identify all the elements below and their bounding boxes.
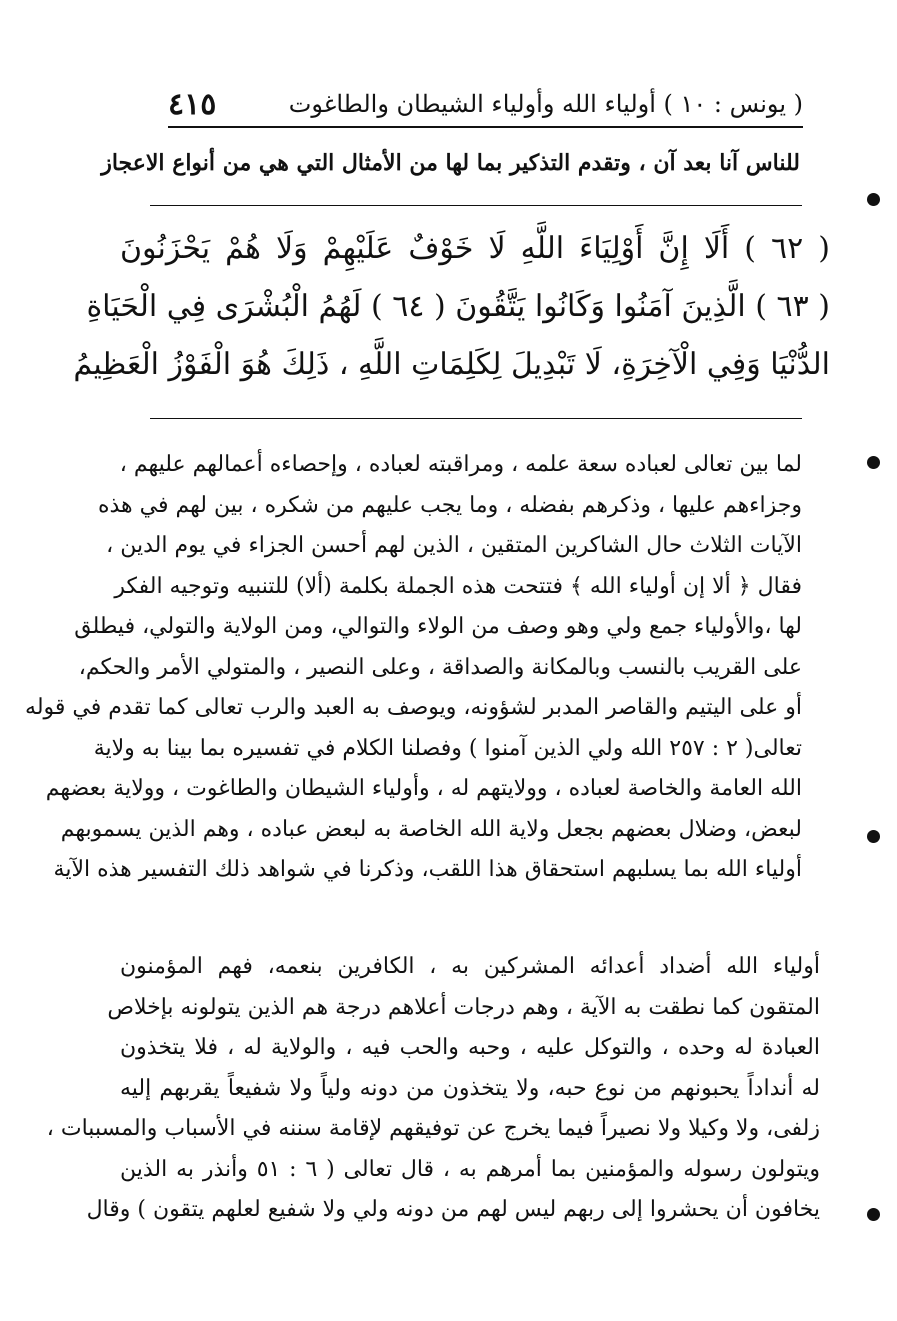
verse-bottom-rule [150,418,802,419]
text-line: أو على اليتيم والقاصر المدبر لشؤونه، ويوصف به العبد والرب تعالى كما تقدم في قوله [25,695,802,720]
text-line: وجزاءهم عليها ، وذكرهم بفضله ، وما يجب عليهم من شكره ، بين لهم في هذه [97,492,802,518]
commentary-paragraph-1 [25,445,802,891]
text-line: يخافون أن يحشروا إلى ربهم ليس لهم من دونه ولي ولا شفيع لعلهم يتقون ) وقال [86,1197,820,1222]
page-header [168,82,803,126]
text-line: زلفى، ولا وكيلا ولا نصيراً فيما يخرج عن توفيقهم لإقامة سننه في الأسباب والمسببات ، [46,1116,820,1141]
quran-verse-block [73,220,830,394]
text-line: تعالى( ٢ : ٢٥٧ الله ولي الذين آمنوا ) وفصلنا الكلام في تفسيره بما بينا به ولاية [93,735,802,761]
text-line: لبعض، وضلال بعضهم بجعل ولاية الله الخاصة به لبعض عباده ، وهم الذين يسموبهم [60,816,802,842]
text-line: أولياء الله أضداد أعدائه المشركين به ، الكافرين بنعمه، فهم المؤمنون [120,954,820,979]
commentary-paragraph-2 [46,947,820,1231]
text-line: فقال ﴿ ألا إن أولياء الله ﴾ فتتحت هذه الجملة بكلمة (ألا) للتنبيه وتوجيه الفكر [114,573,802,599]
text-line: الله العامة والخاصة لعباده ، وولايتهم له ، وأولياء الشيطان والطاغوت ، وولاية بعضهم [45,776,802,801]
header-rule [168,126,803,128]
verse-line: ( ٦٣ ) الَّذِينَ آمَنُوا وَكَانُوا يَتَّقُونَ ( ٦٤ ) لَهُمُ الْبُشْرَى فِي الْحَيَاةِ [86,289,830,324]
binding-hole-mark [867,456,880,469]
binding-hole-mark [867,193,880,206]
text-line: على القريب بالنسب وبالمكانة والصداقة ، وعلى النصير ، والمتولي الأمر والحكم، [78,654,802,680]
verse-top-rule [150,205,802,206]
intro-line: للناس آنا بعد آن ، وتقدم التذكير بما لها من الأمثال التي هي من أنواع الاعجاز [101,150,800,176]
binding-hole-mark [867,1208,880,1221]
text-line: ويتولون رسوله والمؤمنين بما أمرهم به ، قال تعالى ( ٦ : ٥١ وأنذر به الذين [120,1156,820,1182]
text-line: أولياء الله بما يسلبهم استحقاق هذا اللقب، وذكرنا في شواهد ذلك التفسير هذه الآية [53,857,802,882]
running-title: ( يونس : ١٠ ) أولياء الله وأولياء الشيطان والطاغوت [288,90,803,118]
text-line: لها ،والأولياء جمع ولي وهو وصف من الولاء والتوالي، ومن الولاية والتولي، فيطلق [74,614,802,639]
text-line: الآيات الثلاث حال الشاكرين المتقين ، الذين لهم أحسن الجزاء في يوم الدين ، [106,533,802,558]
page-number: ٤١٥ [168,86,217,122]
text-line: المتقون كما نطقت به الآية ، وهم درجات أعلاهم درجة هم الذين يتولونه بإخلاص [107,994,820,1020]
verse-line: ( ٦٢ ) أَلَا إِنَّ أَوْلِيَاءَ اللَّهِ لَا خَوْفٌ عَلَيْهِمْ وَلَا هُمْ يَحْزَنُونَ [120,231,830,266]
text-line: لما بين تعالى لعباده سعة علمه ، ومراقبته لعباده ، وإحصاءه أعمالهم عليهم ، [119,452,802,477]
binding-hole-mark [867,830,880,843]
text-line: العبادة له وحده ، والتوكل عليه ، وحبه والحب فيه ، والولاية له ، فلا يتخذون [120,1035,820,1060]
verse-line: الدُّنْيَا وَفِي الْآخِرَةِ، لَا تَبْدِيلَ لِكَلِمَاتِ اللَّهِ ، ذَلِكَ هُوَ الْفَوْزُ الْعَظِيمُ [73,347,830,382]
text-line: له أنداداً يحبونهم من نوع حبه، ولا يتخذون من دونه ولياً ولا شفيعاً يقربهم إليه [120,1075,820,1101]
